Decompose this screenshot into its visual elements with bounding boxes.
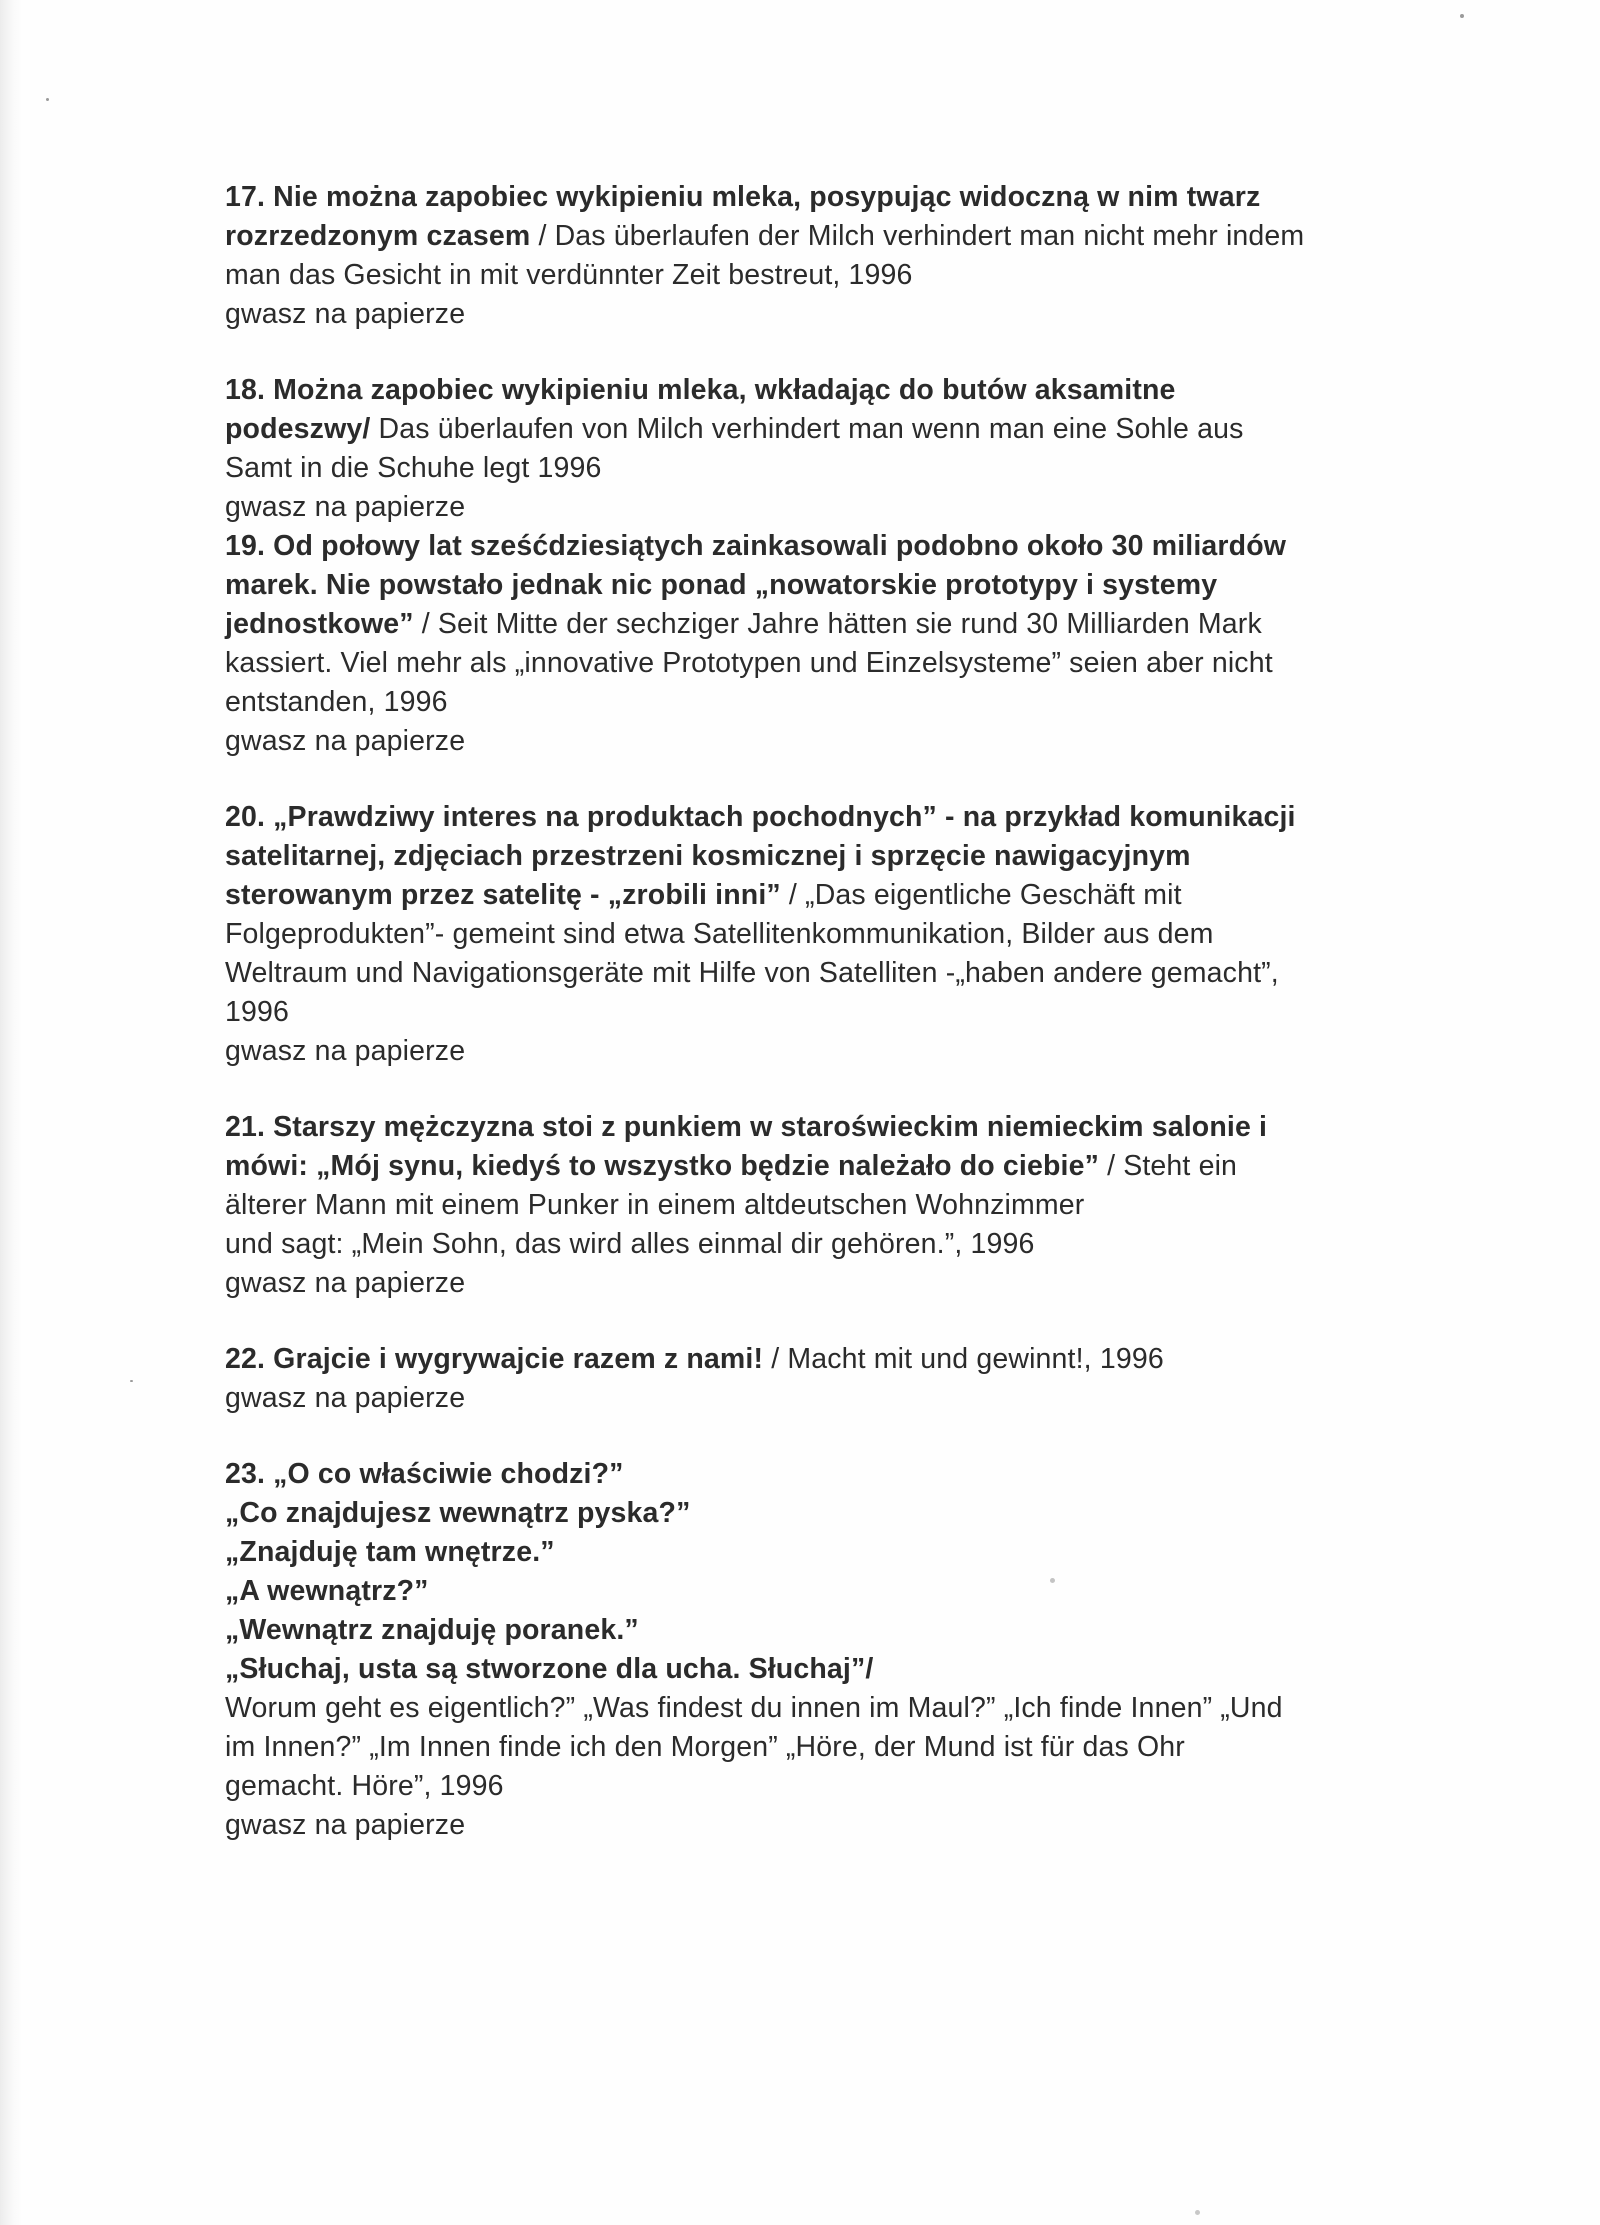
polish-title: „Co znajdujesz wewnątrz pyska?” <box>225 1497 691 1529</box>
entry-line <box>225 605 1435 644</box>
entry-line <box>225 683 1435 722</box>
german-title: 1996 <box>225 996 290 1028</box>
catalogue-list <box>225 178 1435 1882</box>
entry-line <box>225 837 1435 876</box>
catalogue-entry-23 <box>225 1455 1435 1845</box>
polish-title: „A wewnątrz?” <box>225 1575 429 1607</box>
polish-title: 20. „Prawdziwy interes na produktach pochodnych” - na przykład komunikacji <box>225 801 1296 833</box>
medium-note: gwasz na papierze <box>225 1809 466 1841</box>
entry-line <box>225 1767 1435 1806</box>
scan-speck <box>1460 14 1464 18</box>
entry-line <box>225 798 1435 837</box>
polish-title: jednostkowe” <box>225 608 414 640</box>
catalogue-entry-22 <box>225 1340 1435 1418</box>
polish-title: mówi: „Mój synu, kiedyś to wszystko będzie należało do ciebie” <box>225 1150 1099 1182</box>
medium-note: gwasz na papierze <box>225 725 466 757</box>
german-title: Das überlaufen von Milch verhindert man wenn man eine Sohle aus <box>370 413 1244 445</box>
german-title: / Das überlaufen der Milch verhindert man nicht mehr indem <box>530 220 1305 252</box>
entry-line <box>225 1611 1435 1650</box>
scan-speck <box>1195 2210 1200 2215</box>
polish-title: „Wewnątrz znajduję poranek.” <box>225 1614 639 1646</box>
page-edge-shadow <box>0 0 22 2225</box>
german-title: entstanden, 1996 <box>225 686 448 718</box>
entry-line <box>225 449 1435 488</box>
polish-title: podeszwy/ <box>225 413 371 445</box>
catalogue-entry-20 <box>225 798 1435 1071</box>
entry-line <box>225 993 1435 1032</box>
polish-title: rozrzedzonym czasem <box>225 220 531 252</box>
german-title: älterer Mann mit einem Punker in einem altdeutschen Wohnzimmer <box>225 1189 1085 1221</box>
entry-line <box>225 371 1435 410</box>
entry-line <box>225 1728 1435 1767</box>
entry-line <box>225 954 1435 993</box>
medium-note: gwasz na papierze <box>225 298 466 330</box>
entry-line <box>225 1494 1435 1533</box>
polish-title: 21. Starszy mężczyzna stoi z punkiem w staroświeckim niemieckim salonie i <box>225 1111 1268 1143</box>
entry-line <box>225 256 1435 295</box>
polish-title: „Znajduję tam wnętrze.” <box>225 1536 555 1568</box>
entry-line <box>225 1108 1435 1147</box>
medium-note: gwasz na papierze <box>225 1382 466 1414</box>
scan-speck <box>130 1380 133 1382</box>
entry-line <box>225 217 1435 256</box>
polish-title: 17. Nie można zapobiec wykipieniu mleka, posypując widoczną w nim twarz <box>225 181 1261 213</box>
catalogue-entry-21 <box>225 1108 1435 1303</box>
scan-speck <box>46 98 49 101</box>
entry-line <box>225 1689 1435 1728</box>
german-title: Samt in die Schuhe legt 1996 <box>225 452 602 484</box>
entry-line <box>225 1225 1435 1264</box>
polish-title: 23. „O co właściwie chodzi?” <box>225 1458 624 1490</box>
entry-line <box>225 1650 1435 1689</box>
entry-line <box>225 915 1435 954</box>
polish-title: 18. Można zapobiec wykipieniu mleka, wkładając do butów aksamitne <box>225 374 1176 406</box>
german-title: man das Gesicht in mit verdünnter Zeit bestreut, 1996 <box>225 259 913 291</box>
entry-line <box>225 1455 1435 1494</box>
german-title: Folgeprodukten”- gemeint sind etwa Satellitenkommunikation, Bilder aus dem <box>225 918 1214 950</box>
catalogue-entry-18 <box>225 371 1435 527</box>
polish-title: satelitarnej, zdjęciach przestrzeni kosmicznej i sprzęcie nawigacyjnym <box>225 840 1191 872</box>
german-title: / Seit Mitte der sechziger Jahre hätten sie rund 30 Milliarden Mark <box>413 608 1262 640</box>
entry-line <box>225 1186 1435 1225</box>
german-title: Worum geht es eigentlich?” „Was findest du innen im Maul?” „Ich finde Innen” „Und <box>225 1692 1283 1724</box>
german-title: / „Das eigentliche Geschäft mit <box>780 879 1182 911</box>
medium-note: gwasz na papierze <box>225 1035 466 1067</box>
medium-note: gwasz na papierze <box>225 491 466 523</box>
polish-title: marek. Nie powstało jednak nic ponad „nowatorskie prototypy i systemy <box>225 569 1218 601</box>
entry-line <box>225 410 1435 449</box>
entry-line <box>225 1533 1435 1572</box>
polish-title: „Słuchaj, usta są stworzone dla ucha. Słuchaj”/ <box>225 1653 874 1685</box>
entry-line <box>225 178 1435 217</box>
entry-line <box>225 644 1435 683</box>
catalogue-entry-19 <box>225 527 1435 761</box>
catalogue-entry-17 <box>225 178 1435 334</box>
entry-line <box>225 566 1435 605</box>
entry-line <box>225 1340 1435 1379</box>
german-title: gemacht. Höre”, 1996 <box>225 1770 504 1802</box>
entry-line <box>225 1572 1435 1611</box>
entry-line <box>225 527 1435 566</box>
polish-title: 19. Od połowy lat sześćdziesiątych zainkasowali podobno około 30 miliardów <box>225 530 1287 562</box>
polish-title: sterowanym przez satelitę - „zrobili inni” <box>225 879 781 911</box>
entry-line <box>225 876 1435 915</box>
german-title: / Steht ein <box>1099 1150 1238 1182</box>
medium-note: gwasz na papierze <box>225 1267 466 1299</box>
german-title: Weltraum und Navigationsgeräte mit Hilfe von Satelliten -„haben andere gemacht”, <box>225 957 1279 989</box>
entry-line <box>225 1147 1435 1186</box>
german-title: und sagt: „Mein Sohn, das wird alles einmal dir gehören.”, 1996 <box>225 1228 1035 1260</box>
german-title: im Innen?” „Im Innen finde ich den Morgen” „Höre, der Mund ist für das Ohr <box>225 1731 1185 1763</box>
german-title: / Macht mit und gewinnt!, 1996 <box>763 1343 1164 1375</box>
polish-title: 22. Grajcie i wygrywajcie razem z nami! <box>225 1343 764 1375</box>
german-title: kassiert. Viel mehr als „innovative Prototypen und Einzelsysteme” seien aber nicht <box>225 647 1273 679</box>
